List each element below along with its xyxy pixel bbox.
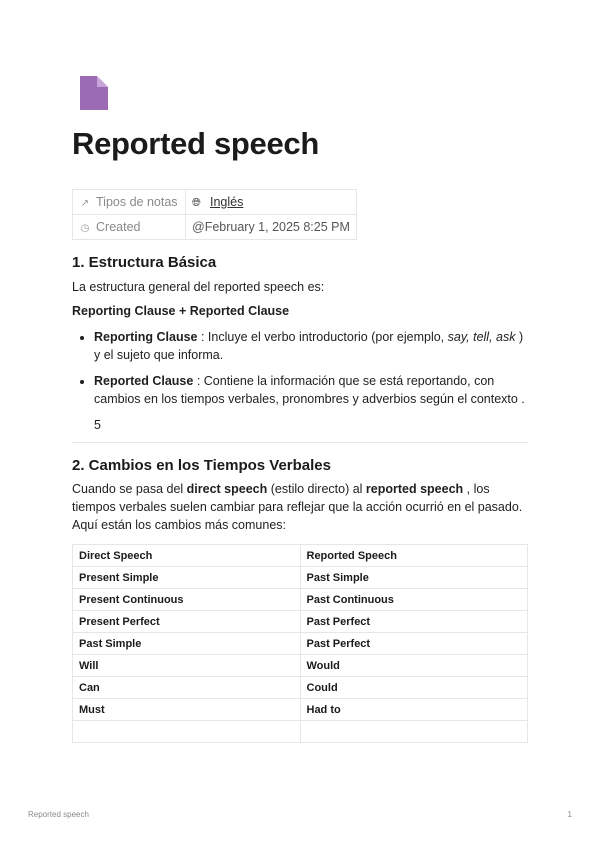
page-content bbox=[72, 254, 528, 743]
table-cell: Reported Speech bbox=[300, 545, 528, 567]
bullet-text: : Contiene la información que se está reportando, con cambios en los tiempos verbales, pronombres y adverbios según el contexto . bbox=[94, 374, 525, 406]
property-key bbox=[73, 190, 186, 215]
bullet-examples: say, tell, ask bbox=[447, 330, 516, 344]
table-row bbox=[73, 721, 528, 743]
arrow-up-right-icon: ↗ bbox=[80, 198, 90, 209]
table-row bbox=[73, 677, 528, 699]
property-row-tipos bbox=[73, 190, 357, 215]
table-cell bbox=[73, 721, 301, 743]
table-row bbox=[73, 545, 528, 567]
list-item bbox=[94, 328, 528, 364]
page-title: Reported speech bbox=[72, 126, 320, 161]
text-span: Cuando se pasa del bbox=[72, 482, 187, 496]
table-cell: Past Simple bbox=[73, 633, 301, 655]
paragraph: 5 bbox=[94, 418, 101, 432]
table-cell: Past Perfect bbox=[300, 611, 528, 633]
footer-page-number: 1 bbox=[567, 810, 572, 819]
table-cell: Direct Speech bbox=[73, 545, 301, 567]
table-cell: Present Continuous bbox=[73, 589, 301, 611]
table-cell: Can bbox=[73, 677, 301, 699]
property-key-label: Tipos de notas bbox=[96, 195, 178, 209]
section-heading: 1. Estructura Básica bbox=[72, 254, 217, 271]
bullet-text: : Incluye el verbo introductorio (por ejemplo, bbox=[197, 330, 448, 344]
table-row bbox=[73, 699, 528, 721]
property-row-created bbox=[73, 215, 357, 240]
bullet-text: ) y el sujeto que informa. bbox=[94, 330, 524, 362]
table-cell: Must bbox=[73, 699, 301, 721]
table-cell: Past Simple bbox=[300, 567, 528, 589]
table-row bbox=[73, 611, 528, 633]
table-cell: Past Continuous bbox=[300, 589, 528, 611]
table-cell: Present Perfect bbox=[73, 611, 301, 633]
property-value[interactable] bbox=[186, 190, 357, 215]
text-span: , los tiempos verbales suelen cambiar para reflejar que la acción ocurrió en el pasado. Aquí están los cambios más comunes: bbox=[72, 482, 523, 532]
table-cell: Could bbox=[300, 677, 528, 699]
bullet-list bbox=[72, 328, 528, 408]
table-cell bbox=[300, 721, 528, 743]
bold-span: direct speech bbox=[186, 482, 268, 496]
table-cell: Will bbox=[73, 655, 301, 677]
text-span: (estilo directo) al bbox=[267, 482, 366, 496]
properties-table bbox=[72, 189, 357, 240]
table-row bbox=[73, 655, 528, 677]
table-row bbox=[73, 589, 528, 611]
footer-title: Reported speech bbox=[28, 810, 89, 819]
table-cell: Would bbox=[300, 655, 528, 677]
table-row bbox=[73, 567, 528, 589]
table-row bbox=[73, 633, 528, 655]
paragraph bbox=[72, 480, 528, 534]
property-value: @February 1, 2025 8:25 PM bbox=[186, 215, 357, 240]
property-key bbox=[73, 215, 186, 240]
clock-icon: ◷ bbox=[80, 223, 90, 234]
bullet-term: Reported Clause bbox=[94, 374, 194, 388]
table-cell: Past Perfect bbox=[300, 633, 528, 655]
bold-span: reported speech bbox=[365, 482, 464, 496]
tag-link[interactable]: Inglés bbox=[210, 194, 244, 209]
table-cell: Had to bbox=[300, 699, 528, 721]
bullet-term: Reporting Clause bbox=[94, 330, 198, 344]
property-key-label: Created bbox=[96, 220, 141, 234]
globe-icon: 🌐︎ bbox=[192, 196, 201, 209]
table-cell: Present Simple bbox=[73, 567, 301, 589]
paragraph: La estructura general del reported speech es: bbox=[72, 280, 325, 294]
formula-paragraph: Reporting Clause + Reported Clause bbox=[72, 304, 290, 318]
document-icon bbox=[80, 76, 108, 110]
divider bbox=[72, 442, 528, 443]
list-item bbox=[94, 372, 528, 408]
tenses-table bbox=[72, 544, 528, 743]
section-heading: 2. Cambios en los Tiempos Verbales bbox=[72, 457, 331, 474]
